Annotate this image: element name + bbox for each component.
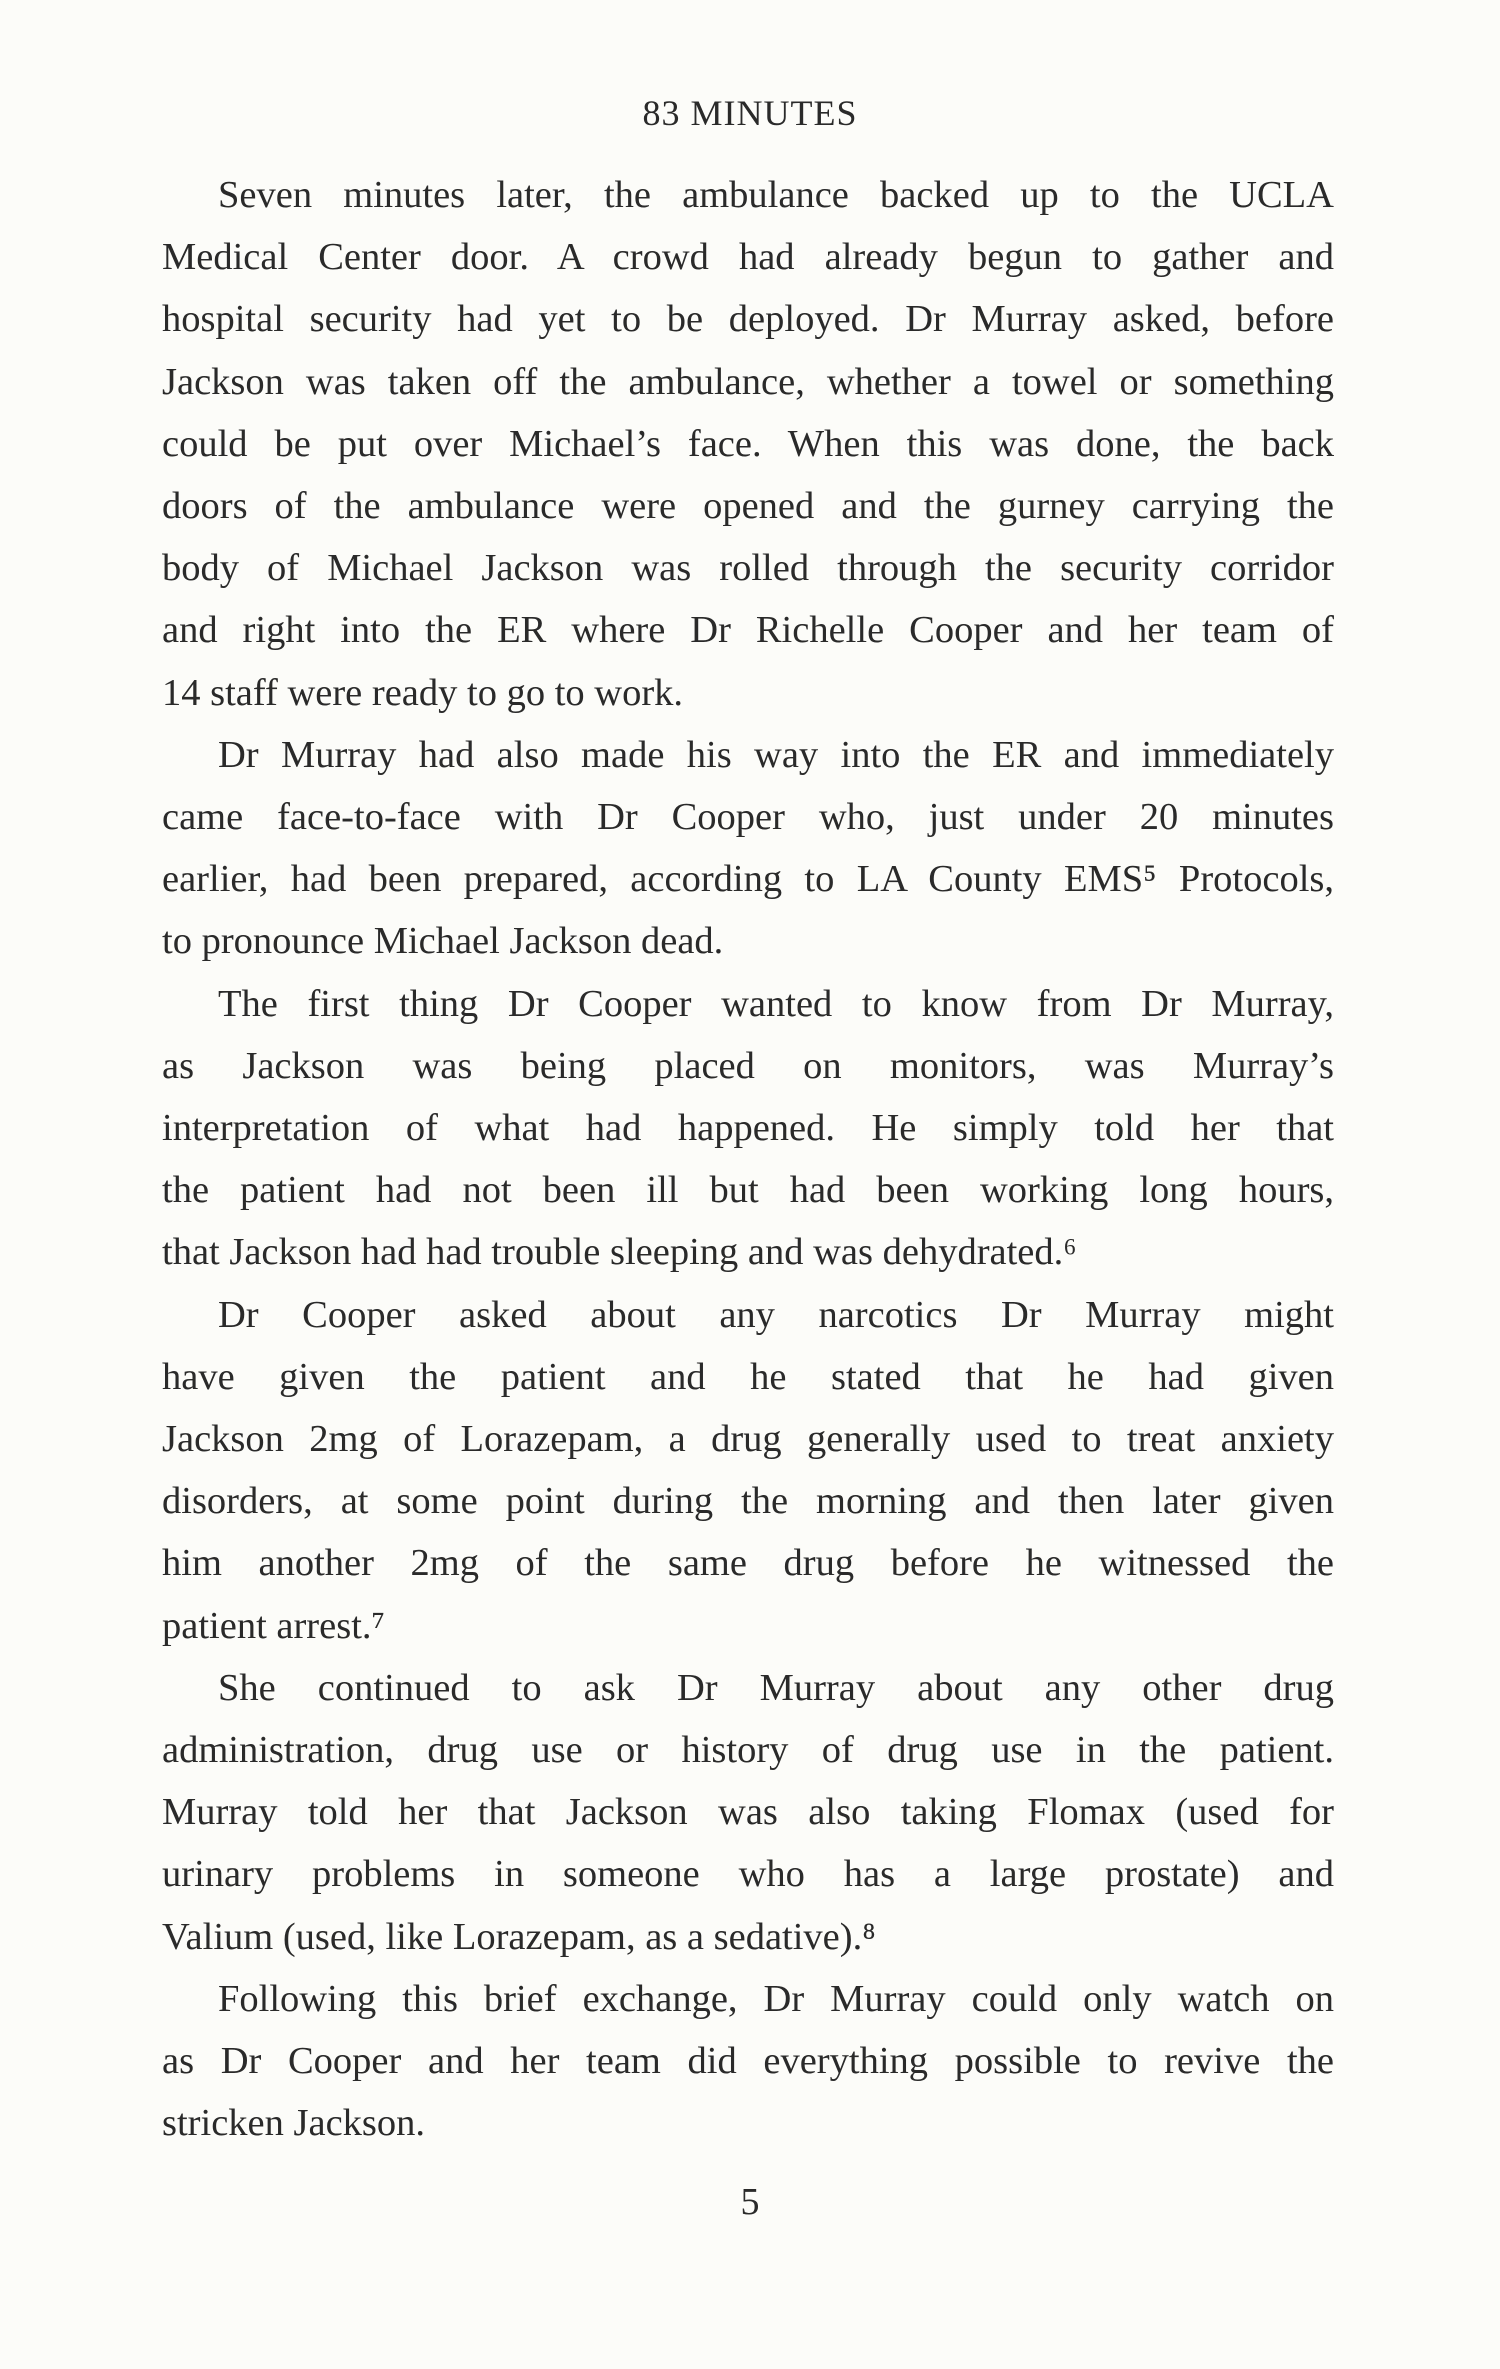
text-line: him another 2mg of the same drug before he witnessed the	[162, 1542, 1334, 1585]
text-line: 14 staff were ready to go to work.	[162, 671, 684, 714]
text-line: as Dr Cooper and her team did everything possible to revive the	[162, 2040, 1334, 2083]
text-line: and right into the ER where Dr Richelle Cooper and her team of	[162, 609, 1334, 652]
text-line: Jackson was taken off the ambulance, whether a towel or something	[162, 360, 1334, 403]
text-line: Seven minutes later, the ambulance backed up to the UCLA	[218, 174, 1334, 216]
paragraph	[162, 973, 1334, 1284]
text-line: disorders, at some point during the morning and then later given	[162, 1480, 1334, 1523]
paragraph	[162, 1657, 1334, 1968]
text-line: urinary problems in someone who has a large prostate) and	[162, 1853, 1334, 1896]
text-line: Dr Murray had also made his way into the ER and immediately	[218, 733, 1334, 776]
paragraph	[162, 1968, 1334, 2155]
text-line: that Jackson had had trouble sleeping and was dehydrated.⁶	[162, 1231, 1077, 1274]
paragraph	[162, 164, 1334, 724]
text-line: as Jackson was being placed on monitors, was Murray’s	[162, 1044, 1334, 1087]
text-line: Jackson 2mg of Lorazepam, a drug generally used to treat anxiety	[162, 1418, 1334, 1461]
paragraph	[162, 1284, 1334, 1657]
page-number: 5	[740, 2181, 760, 2223]
text-line: body of Michael Jackson was rolled through the security corridor	[162, 547, 1334, 590]
text-line: interpretation of what had happened. He simply told her that	[162, 1107, 1334, 1150]
text-line: The first thing Dr Cooper wanted to know from Dr Murray,	[218, 982, 1334, 1025]
paragraph	[162, 724, 1334, 973]
text-line: to pronounce Michael Jackson dead.	[162, 920, 724, 963]
running-head: 83 MINUTES	[642, 93, 858, 133]
text-line: Valium (used, like Lorazepam, as a sedative).⁸	[162, 1915, 876, 1958]
text-line: stricken Jackson.	[162, 2102, 426, 2145]
text-line: hospital security had yet to be deployed. Dr Murray asked, before	[162, 298, 1334, 341]
text-line: doors of the ambulance were opened and the gurney carrying the	[162, 485, 1334, 528]
text-line: Medical Center door. A crowd had already begun to gather and	[162, 236, 1334, 279]
text-line: the patient had not been ill but had been working long hours,	[162, 1169, 1334, 1212]
text-line: administration, drug use or history of drug use in the patient.	[162, 1729, 1334, 1772]
body-text	[162, 164, 1334, 2155]
text-line: came face-to-face with Dr Cooper who, just under 20 minutes	[162, 796, 1334, 839]
text-line: She continued to ask Dr Murray about any other drug	[218, 1666, 1334, 1709]
text-line: Following this brief exchange, Dr Murray could only watch on	[218, 1977, 1334, 2020]
text-line: could be put over Michael’s face. When this was done, the back	[162, 422, 1334, 465]
text-line: have given the patient and he stated that he had given	[162, 1355, 1334, 1398]
text-line: Dr Cooper asked about any narcotics Dr Murray might	[218, 1293, 1334, 1336]
text-line: Murray told her that Jackson was also taking Flomax (used for	[162, 1791, 1334, 1834]
text-line: earlier, had been prepared, according to LA County EMS⁵ Protocols,	[162, 858, 1334, 901]
text-line: patient arrest.⁷	[162, 1604, 385, 1647]
